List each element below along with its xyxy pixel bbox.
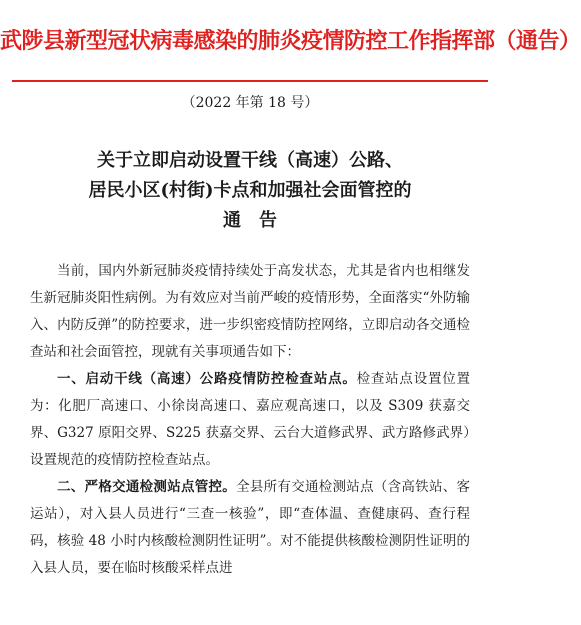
notice-title (0, 146, 500, 236)
document-number: （2022 年第 18 号） (181, 95, 319, 111)
intro-paragraph: 当前，国内外新冠肺炎疫情持续处于高发状态，尤其是省内也相继发生新冠肺炎阳性病例。为有效应对当前严峻的疫情形势，全面落实“外防输入、内防反弹”的防控要求，进一步织密疫情防控网络，立即启动各交通检查站和社会面管控，现就有关事项通告如下： (30, 263, 470, 360)
title-line-2: 居民小区(村街)卡点和加强社会面管控的 (88, 180, 412, 201)
title-line-1: 关于立即启动设置干线（高速）公路、 (97, 150, 403, 171)
title-line-3: 通告 (223, 210, 295, 231)
section-2-text: 全县所有交通检测站点（含高铁站、客运站），对入县人员进行“三查一核验”，即“查体温、查健康码、查行程码，核验 48 小时内核酸检测阴性证明”。对不能提供核酸检测阴性证明的入县人员，要在临时核酸采样点进 (30, 479, 471, 576)
red-divider (12, 80, 488, 82)
section-2-heading: 二、严格交通检测站点管控。 (57, 479, 237, 495)
section-1-heading: 一、启动干线（高速）公路疫情防控检查站点。 (57, 371, 357, 387)
section-1-paragraph (30, 366, 470, 474)
document-body (30, 258, 470, 582)
header-title: 武陟县新型冠状病毒感染的肺炎疫情防控工作指挥部（通告） (0, 29, 581, 54)
section-2-paragraph (30, 474, 470, 582)
section-1-text: 检查站点设置位置为：化肥厂高速口、小徐岗高速口、嘉应观高速口，以及 S309 获嘉交界、G327 原阳交界、S225 获嘉交界、云台大道修武界、武方路修武界）设置规范的疫情防控检查站点。 (30, 371, 470, 468)
